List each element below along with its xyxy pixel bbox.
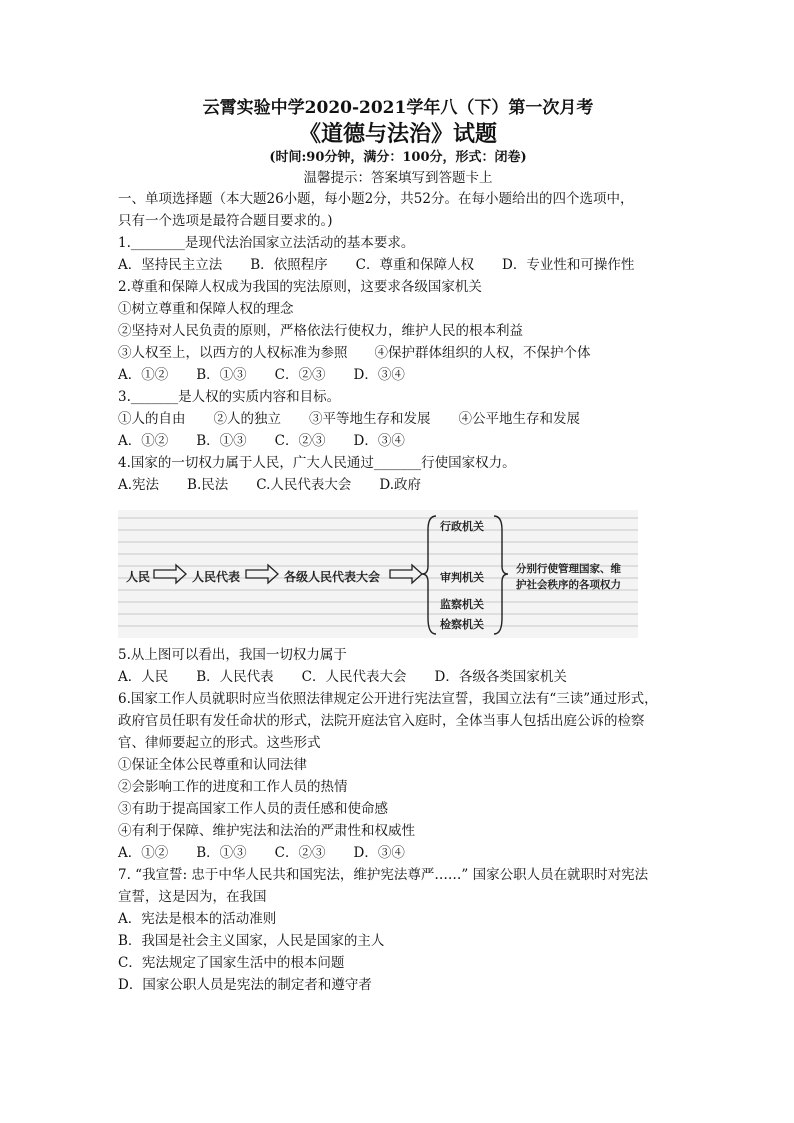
q2-item2: ②坚持对人民负责的原则，严格依法行使权力，维护人民的根本利益 [118,323,523,339]
q4-options [118,474,678,496]
q3-options [118,430,678,452]
q2-stem: 2.尊重和保障人权成为我国的宪法原则，这要求各级国家机关 [118,279,482,295]
q2-item34: ③人权至上，以西方的人权标准为参照 ④保护群体组织的人权，不保护个体 [118,345,591,361]
diagram-judicial: 审判机关 [440,571,484,584]
q6-option-c: C．②③ [274,845,326,861]
q6-option-a: A．①② [118,845,169,861]
q5-option-d: D．各级各类国家机关 [434,669,567,685]
q3-items [118,408,678,430]
exam-tip: 温馨提示：答案填写到答题卡上 [303,170,493,186]
q3-stem: 3._______是人权的实质内容和目标。 [118,389,341,405]
q1-option-d: D．专业性和可操作性 [502,257,635,273]
q5-option-a: A．人民 [118,669,169,685]
q7-option-c: C．宪法规定了国家生活中的根本问题 [118,955,345,971]
diagram-congress: 各级人民代表大会 [284,570,381,584]
q6-stem-line1: 6.国家工作人员就职时应当依照法律规定公开进行宪法宣誓，我国立法有“三读”通过形式， [118,691,658,707]
q2-item1: ①树立尊重和保障人权的理念 [118,301,294,317]
q7-stem-line1: 7. “我宣誓: 忠于中华人民共和国宪法，维护宪法尊严……” 国家公职人员在就职时对宪法 [118,867,649,883]
q2-option-d: D．③④ [353,367,405,383]
section-heading-line1: 一、单项选择题（本大题26小题，每小题2分，共52分。在每小题给出的四个选项中， [118,191,634,207]
q6-item4: ④有利于保障、维护宪法和法治的严肃性和权威性 [118,823,415,839]
q4-option-b: B.民法 [187,477,229,493]
q5-option-c: C．人民代表大会 [301,669,407,685]
q3-option-d: D．③④ [353,433,405,449]
q4-option-c: C.人民代表大会 [256,477,352,493]
q4-stem: 4.国家的一切权力属于人民，广大人民通过_______行使国家权力。 [118,455,516,471]
q1-option-a: A．坚持民主立法 [118,257,223,273]
diagram-people: 人民 [126,570,151,584]
q2-option-a: A．①② [118,367,169,383]
q6-option-b: B．①③ [196,845,247,861]
q1-option-c: C．尊重和保障人权 [355,257,475,273]
diagram-result-line2: 护社会秩序的各项权力 [516,579,621,591]
q2-option-b: B．①③ [196,367,247,383]
q3-item3: ③平等地生存和发展 [309,411,431,427]
q2-option-c: C．②③ [274,367,326,383]
exam-page [118,96,678,996]
diagram-procuratorate: 检察机关 [440,618,484,631]
q3-item1: ①人的自由 [118,411,186,427]
q7-option-d: D．国家公职人员是宪法的制定者和遵守者 [118,977,372,993]
q6-item3: ③有助于提高国家工作人员的责任感和使命感 [118,801,388,817]
q5-stem: 5.从上图可以看出，我国一切权力属于 [118,647,347,663]
q3-item2: ②人的独立 [213,411,281,427]
q6-options [118,842,678,864]
q3-item4: ④公平地生存和发展 [458,411,580,427]
q6-item1: ①保证全体公民尊重和认同法律 [118,757,307,773]
q6-stem-line2: 政府官员任职有发任命状的形式，法院开庭法官入庭时，全体当事人包括出庭公诉的检察 [118,713,645,729]
q7-option-a: A．宪法是根本的活动准则 [118,911,277,927]
q1-stem: 1.________是现代法治国家立法活动的基本要求。 [118,235,415,251]
diagram-reps: 人民代表 [192,570,241,584]
q1-option-b: B．依照程序 [250,257,328,273]
q1-options [118,254,678,276]
q6-option-d: D．③④ [353,845,405,861]
q3-option-b: B．①③ [196,433,247,449]
exam-subtitle: 《道德与法治》试题 [298,121,497,147]
q7-option-b: B．我国是社会主义国家，人民是国家的主人 [118,933,385,949]
diagram-admin: 行政机关 [440,520,484,533]
q6-stem-line3: 官、律师要起立的形式。这些形式 [118,735,321,751]
diagram-result-line1: 分别行使管理国家、维 [516,563,621,575]
q5-options [118,666,678,688]
q7-stem-line2: 宣誓，这是因为，在我国 [118,889,267,905]
q6-item2: ②会影响工作的进度和工作人员的热情 [118,779,348,795]
q4-option-d: D.政府 [379,477,422,493]
power-flow-diagram [118,510,638,638]
q3-option-a: A．①② [118,433,169,449]
section-heading-line2: 只有一个选项是最符合题目要求的。) [118,213,333,229]
exam-info: (时间:90分钟，满分：100分，形式：闭卷) [269,150,527,165]
q5-option-b: B．人民代表 [196,669,274,685]
exam-title: 云霄实验中学2020-2021学年八（下）第一次月考 [202,98,594,118]
q4-option-a: A.宪法 [118,477,160,493]
q2-options [118,364,678,386]
q3-option-c: C．②③ [274,433,326,449]
diagram-supervision: 监察机关 [440,598,484,611]
